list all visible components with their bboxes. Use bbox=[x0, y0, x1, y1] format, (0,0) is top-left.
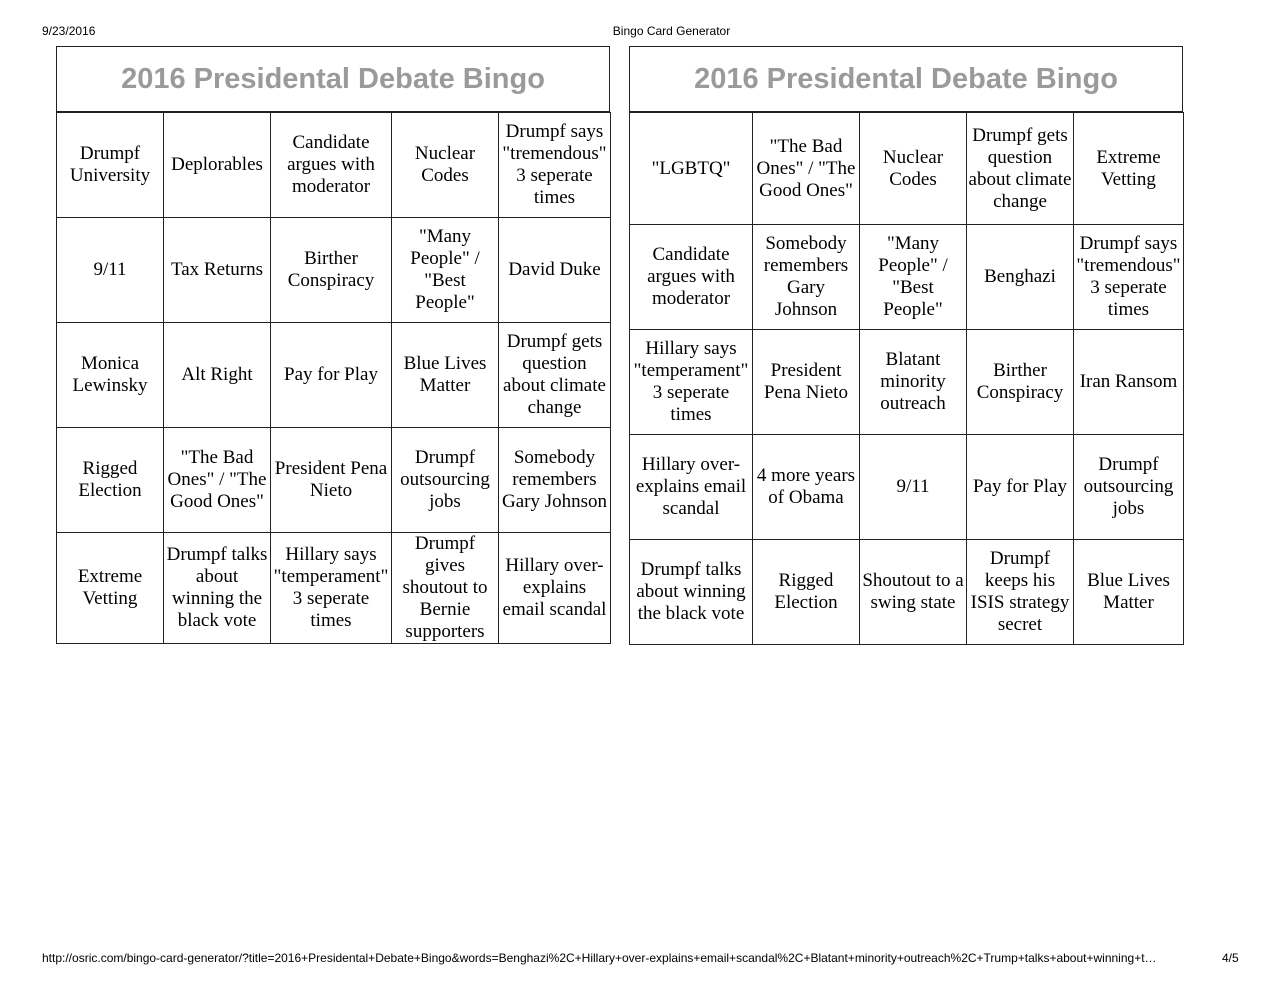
bingo-row bbox=[630, 435, 1184, 540]
bingo-row bbox=[630, 113, 1184, 225]
bingo-cell: Drumpf outsourcing jobs bbox=[392, 428, 499, 533]
bingo-row bbox=[630, 540, 1184, 645]
bingo-cell: Drumpf gets question about climate change bbox=[499, 323, 611, 428]
bingo-row bbox=[630, 330, 1184, 435]
bingo-cell: Blatant minority outreach bbox=[860, 330, 967, 435]
bingo-cell: "Many People" / "Best People" bbox=[392, 218, 499, 323]
bingo-row bbox=[57, 323, 611, 428]
bingo-grid-body bbox=[630, 113, 1184, 645]
bingo-cell: Somebody remembers Gary Johnson bbox=[753, 225, 860, 330]
bingo-cell: Drumpf outsourcing jobs bbox=[1074, 435, 1184, 540]
bingo-cell: Drumpf University bbox=[57, 113, 164, 218]
bingo-row bbox=[57, 218, 611, 323]
bingo-cell: Hillary says "temperament" 3 seperate times bbox=[630, 330, 753, 435]
bingo-cell: Drumpf says "tremendous" 3 seperate times bbox=[499, 113, 611, 218]
bingo-card-title: 2016 Presidental Debate Bingo bbox=[56, 46, 610, 112]
bingo-cell: Monica Lewinsky bbox=[57, 323, 164, 428]
bingo-cell: Deplorables bbox=[164, 113, 271, 218]
bingo-cell: Extreme Vetting bbox=[1074, 113, 1184, 225]
bingo-cell: Drumpf keeps his ISIS strategy secret bbox=[967, 540, 1074, 645]
bingo-cell: Blue Lives Matter bbox=[1074, 540, 1184, 645]
bingo-cell: Drumpf talks about winning the black vote bbox=[164, 533, 271, 644]
bingo-card bbox=[56, 46, 610, 644]
bingo-cell: Candidate argues with moderator bbox=[630, 225, 753, 330]
print-page-title: Bingo Card Generator bbox=[612, 24, 731, 38]
bingo-row bbox=[57, 533, 611, 644]
bingo-cell: Somebody remembers Gary Johnson bbox=[499, 428, 611, 533]
bingo-cell: Alt Right bbox=[164, 323, 271, 428]
bingo-cell: Hillary over-explains email scandal bbox=[499, 533, 611, 644]
bingo-cell: "Many People" / "Best People" bbox=[860, 225, 967, 330]
bingo-card-title: 2016 Presidental Debate Bingo bbox=[629, 46, 1183, 112]
bingo-cell: Pay for Play bbox=[271, 323, 392, 428]
bingo-grid bbox=[56, 112, 611, 644]
bingo-cell: Drumpf gives shoutout to Bernie supporters bbox=[392, 533, 499, 644]
bingo-cell: Drumpf says "tremendous" 3 seperate times bbox=[1074, 225, 1184, 330]
bingo-cell: Extreme Vetting bbox=[57, 533, 164, 644]
bingo-row bbox=[57, 428, 611, 533]
bingo-cell: Drumpf gets question about climate change bbox=[967, 113, 1074, 225]
bingo-cell: Birther Conspiracy bbox=[967, 330, 1074, 435]
bingo-cell: President Pena Nieto bbox=[753, 330, 860, 435]
bingo-cell: Shoutout to a swing state bbox=[860, 540, 967, 645]
bingo-cell: David Duke bbox=[499, 218, 611, 323]
bingo-cell: Hillary says "temperament" 3 seperate times bbox=[271, 533, 392, 644]
bingo-cell: Rigged Election bbox=[57, 428, 164, 533]
bingo-cell: "LGBTQ" bbox=[630, 113, 753, 225]
bingo-cell: Blue Lives Matter bbox=[392, 323, 499, 428]
bingo-cell: "The Bad Ones" / "The Good Ones" bbox=[753, 113, 860, 225]
bingo-cell: President Pena Nieto bbox=[271, 428, 392, 533]
bingo-cell: Hillary over-explains email scandal bbox=[630, 435, 753, 540]
print-date: 9/23/2016 bbox=[42, 24, 96, 38]
bingo-cell: Birther Conspiracy bbox=[271, 218, 392, 323]
bingo-cell: 9/11 bbox=[860, 435, 967, 540]
bingo-cell: 9/11 bbox=[57, 218, 164, 323]
bingo-card bbox=[629, 46, 1183, 645]
print-page-number: 4/5 bbox=[1222, 951, 1239, 965]
bingo-cell: Rigged Election bbox=[753, 540, 860, 645]
bingo-cell: Candidate argues with moderator bbox=[271, 113, 392, 218]
print-url: http://osric.com/bingo-card-generator/?title=2016+Presidental+Debate+Bingo&words=Benghazi%2C+Hillary+over-explains+email+scandal%2C+Blatant+minority+outreach%2C+Trump+talks+about+winning+t… bbox=[42, 951, 1157, 965]
bingo-grid-body bbox=[57, 113, 611, 644]
bingo-cell: Drumpf talks about winning the black vote bbox=[630, 540, 753, 645]
bingo-cell: "The Bad Ones" / "The Good Ones" bbox=[164, 428, 271, 533]
bingo-cell: Iran Ransom bbox=[1074, 330, 1184, 435]
bingo-cell: 4 more years of Obama bbox=[753, 435, 860, 540]
bingo-cell: Benghazi bbox=[967, 225, 1074, 330]
bingo-cell: Nuclear Codes bbox=[392, 113, 499, 218]
bingo-row bbox=[57, 113, 611, 218]
bingo-cell: Pay for Play bbox=[967, 435, 1074, 540]
bingo-grid bbox=[629, 112, 1184, 645]
bingo-cell: Tax Returns bbox=[164, 218, 271, 323]
bingo-cell: Nuclear Codes bbox=[860, 113, 967, 225]
bingo-row bbox=[630, 225, 1184, 330]
